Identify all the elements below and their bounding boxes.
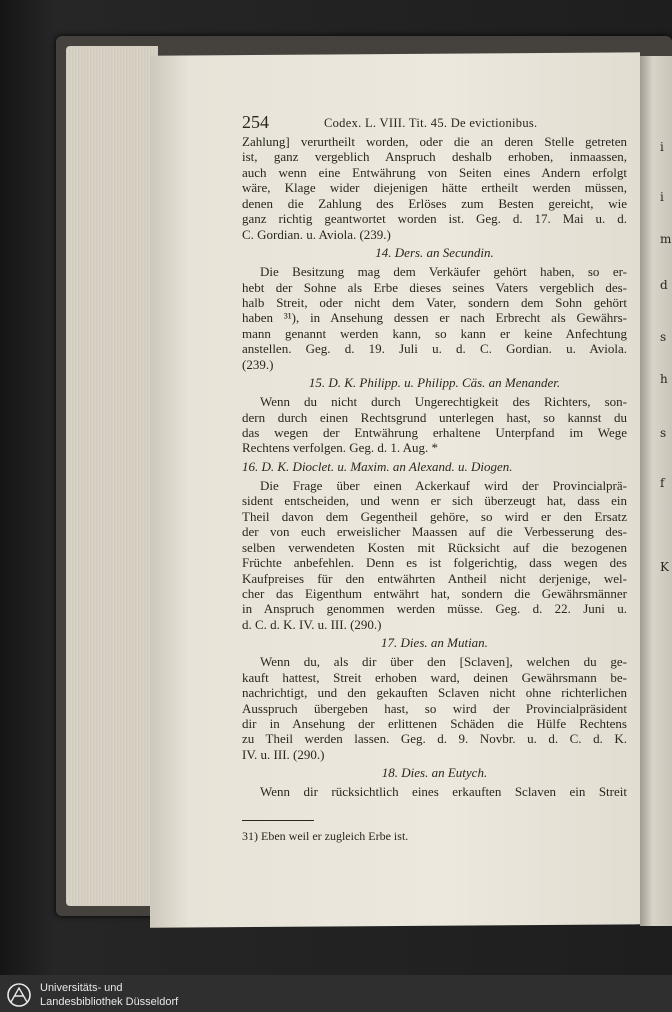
text-line: nachrichtigt, und den gekauften Sclaven nicht ohne richterlichen	[242, 685, 627, 701]
facing-page-letter: d	[660, 278, 668, 292]
section-heading: 18. Dies. an Eutych.	[381, 765, 488, 781]
text-line: anstellen. Geg. d. 19. Juli u. d. C. Gordian. u. Aviola.	[242, 341, 627, 357]
text-line: Wenn du, als dir über den [Sclaven], welchen du ge-	[260, 654, 627, 670]
text-line: Wenn du nicht durch Ungerechtigkeit des Richters, son-	[260, 394, 627, 410]
text-line: Wenn dir rücksichtlich eines erkauften Sclaven ein Streit	[260, 784, 627, 800]
text-line: mann genannt werden kann, so kann er keine Anfechtung	[242, 325, 627, 341]
text-line: der von euch erweislicher Maassen auf die Verbesserung des-	[242, 524, 627, 540]
facing-page-edge	[640, 56, 672, 926]
facing-page-letter: K	[660, 560, 669, 574]
text-line: IV. u. III. (290.)	[242, 746, 325, 762]
text-line: Die Frage über einen Ackerkauf wird der Provincialprä-	[260, 477, 627, 493]
body-text	[242, 134, 627, 800]
text-line: Theil davon dem Gegentheil gehöre, so wird er den Ersatz	[242, 508, 627, 524]
section-heading: 15. D. K. Philipp. u. Philipp. Cäs. an Menander.	[308, 375, 561, 391]
section-heading: 17. Dies. an Mutian.	[381, 635, 488, 651]
running-title: Codex. L. VIII. Tit. 45. De evictionibus.	[324, 116, 538, 130]
text-line: halb Streit, oder nicht dem Vater, sondern dem Sohn gehört	[242, 294, 627, 310]
text-line: sident entscheiden, und wenn er sich überzeugt hat, dass ein	[242, 493, 627, 509]
text-line: ist, ganz vergeblich Anspruch deshalb erhoben, inmaassen,	[242, 149, 627, 165]
text-line: dir in Ansehung der erlittenen Schäden die Hülfe Rechtens	[242, 716, 627, 731]
text-line: d. C. d. K. IV. u. III. (290.)	[242, 616, 382, 632]
text-line: kauft hattest, Streit erhoben ward, deinen Gewährsmann be-	[242, 669, 627, 685]
text-line: cher das Eigenthum entwährt hat, sondern die Gewährsmänner	[242, 585, 627, 601]
section-heading: 14. Ders. an Secundin.	[375, 245, 494, 261]
text-line: zu Theil werden lassen. Geg. d. 9. Novbr. u. d. C. d. K.	[242, 731, 627, 747]
text-line: Zahlung] verurtheilt worden, oder die an deren Stelle getreten	[242, 134, 627, 149]
facing-page-letter: i	[660, 190, 664, 204]
library-name-line1: Universitäts- und	[40, 982, 123, 994]
text-line: Ausspruch übergeben hast, so wird der Provincialpräsident	[242, 700, 627, 716]
text-line: Kaufpreises für den entwährten Antheil nicht derjenige, wel-	[242, 570, 627, 586]
text-line: Rechtens verfolgen. Geg. d. 1. Aug. *	[242, 440, 439, 456]
section-heading: 16. D. K. Dioclet. u. Maxim. an Alexand. u. Diogen.	[242, 458, 513, 474]
library-name-line2: Landesbibliothek Düsseldorf	[40, 996, 179, 1008]
text-line: Früchte anbefehlen. Denn es ist folgerichtig, dass wegen des	[242, 555, 627, 571]
text-line: denen die Zahlung des Erlöses zum Besten gereicht, wie	[242, 195, 627, 211]
running-head	[242, 112, 627, 134]
footnote: 31) Eben weil er zugleich Erbe ist.	[242, 828, 409, 843]
facing-page-letter: s	[660, 426, 667, 440]
facing-page-letter: s	[660, 330, 667, 344]
facing-page-letter: h	[660, 372, 668, 386]
text-line: selben verwendeten Kosten mit Rücksicht auf die bezogenen	[242, 539, 627, 555]
text-line: haben ³¹), in Ansehung dessen er nach Erbrecht als Gewährs-	[242, 310, 627, 326]
footnote-rule	[242, 820, 314, 821]
text-line: ganz richtig geantwortet worden ist. Geg. d. 17. Mai u. d.	[242, 211, 627, 227]
text-line: in Anspruch genommen werden müsse. Geg. d. 22. Juni u.	[242, 601, 627, 617]
text-line: (239.)	[242, 356, 274, 372]
page-edges	[66, 46, 158, 906]
text-line: das wegen der Entwährung erhaltene Unterpfand im Wege	[242, 425, 627, 440]
facing-page-letter: i	[660, 140, 664, 154]
facing-page-letter: f	[660, 476, 665, 490]
facing-page-letter: m	[660, 232, 672, 246]
text-line: C. Gordian. u. Aviola. (239.)	[242, 226, 391, 242]
text-line: dern durch einen Rechtsgrund unterlegen hast, so kannst du	[242, 409, 627, 425]
library-logo-icon	[6, 982, 34, 1008]
text-line: Die Besitzung mag dem Verkäufer gehört haben, so er-	[260, 264, 627, 280]
text-line: hebt der Sohne als Erbe dieses seines Vaters vergeblich des-	[242, 279, 627, 295]
page-number: 254	[242, 112, 269, 132]
text-line: wäre, Klage wider diejenigen hätte ertheilt werden müssen,	[242, 180, 627, 196]
page-text	[242, 112, 627, 844]
text-line: auch wenn eine Entwährung von Seiten eines Andern erfolgt	[242, 164, 627, 180]
